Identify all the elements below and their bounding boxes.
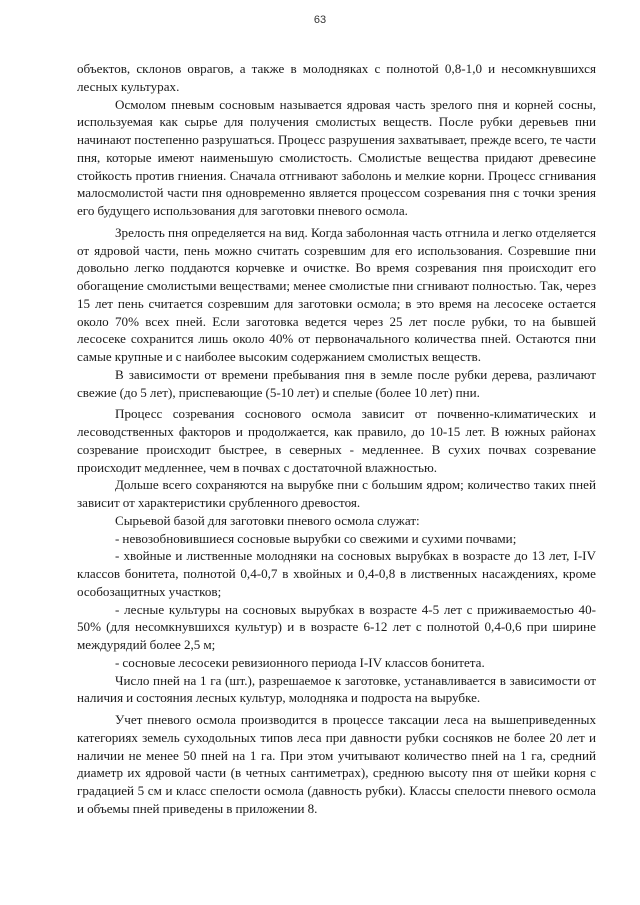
paragraph-large-core-stumps: Дольше всего сохраняются на вырубке пни с большим ядром; количество таких пней зависит от характеристики срубленного древостоя.: [77, 477, 596, 510]
list-item: - невозобновившиеся сосновые вырубки со свежими и сухими почвами;: [115, 530, 517, 546]
paragraph-continuation: объектов, склонов оврагов, а также в молодняках с полнотой 0,8-1,0 и несомкнувшихся лесных культурах.: [77, 61, 596, 94]
page-number: 63: [313, 14, 327, 26]
paragraph-maturation-factors: Процесс созревания соснового осмола зависит от почвенно-климатических и лесоводственных факторов и продолжается, как правило, до 10-15 лет. В южных районах созревание происходит быстрее, в северных - медленнее. В сухих почвах созревание происходит медленнее, чем в почвах с достаточной влажностью.: [77, 406, 596, 475]
paragraph-stump-age-classes: В зависимости от времени пребывания пня в земле после рубки дерева, различают свежие (до 5 лет), приспевающие (5-10 лет) и спелые (более 10 лет) пни.: [77, 366, 596, 400]
document-body: [77, 60, 596, 818]
list-item: - хвойные и лиственные молодняки на сосновых вырубках в возрасте до 13 лет, I-IV классов бонитета, полнотой 0,4-0,7 в хвойных и 0,4-0,8 в лиственных насаждениях, кроме особозащитных участков;: [77, 548, 596, 599]
paragraph-osmol-accounting: Учет пневого осмола производится в процессе таксации леса на вышеприведенных категориях земель суходольных типов леса при давности рубки сосняков не более 20 лет и наличии не менее 50 пней на 1 га. При этом учитывают количество пней на 1 га, средний диаметр их ядровой части (в четных сантиметрах), среднюю высоту пня от шейки корня с градацией 5 см и класс спелости осмола (давность рубки). Классы спелости пневого осмола и объемы пней приведены в приложении 8.: [77, 712, 596, 816]
list-item: - сосновые лесосеки ревизионного периода I-IV классов бонитета.: [115, 654, 485, 670]
list-item: - лесные культуры на сосновых вырубках в возрасте 4-5 лет с приживаемостью 40-50% (для несомкнувшихся культур) и в возрасте 6-12 лет с полнотой 0,4-0,6 при ширине междурядий более 2,5 м;: [77, 601, 596, 652]
paragraph-stump-count: Число пней на 1 га (шт.), разрешаемое к заготовке, устанавливается в зависимости от наличия и состояния лесных культур, молодняка и подроста на вырубке.: [77, 672, 596, 706]
paragraph-stump-maturity: Зрелость пня определяется на вид. Когда заболонная часть отгнила и легко отделяется от ядровой части, пень можно считать созревшим для его использования. Созревшие пни довольно легко поддаются корчевке и очистке. Во время созревания пня происходит его обогащение смолистыми веществами; менее смолистые пни сгнивают полностью. Так, через 15 лет пень считается созревшим для заготовки осмола; в это время на лесосеке остается около 70% всех пней. Если заготовка ведется через 25 лет после рубки, то на бывшей лесосеке сохранится лишь около 40% от первоначального количества пней. Остаются пни самые крупные и с наиболее высоким содержанием смолистых веществ.: [77, 224, 596, 364]
paragraph-osmol-definition: Осмолом пневым сосновым называется ядровая часть зрелого пня и корней сосны, используемая как сырье для получения смолистых веществ. После рубки деревьев пни начинают постепенно разрушаться. Процесс разрушения захватывает, прежде всего, те части пня, которые имеют наименьшую смолистость. Смолистые вещества придают древесине стойкость против гниения. Сначала отгнивают заболонь и мелкие корни. Процесс сгнивания малосмолистой части пня одновременно является процессом созревания пня с точки зрения его будущего использования для заготовки пневого осмола.: [77, 96, 596, 218]
paragraph-raw-material-base: Сырьевой базой для заготовки пневого осмола служат:: [115, 512, 420, 528]
